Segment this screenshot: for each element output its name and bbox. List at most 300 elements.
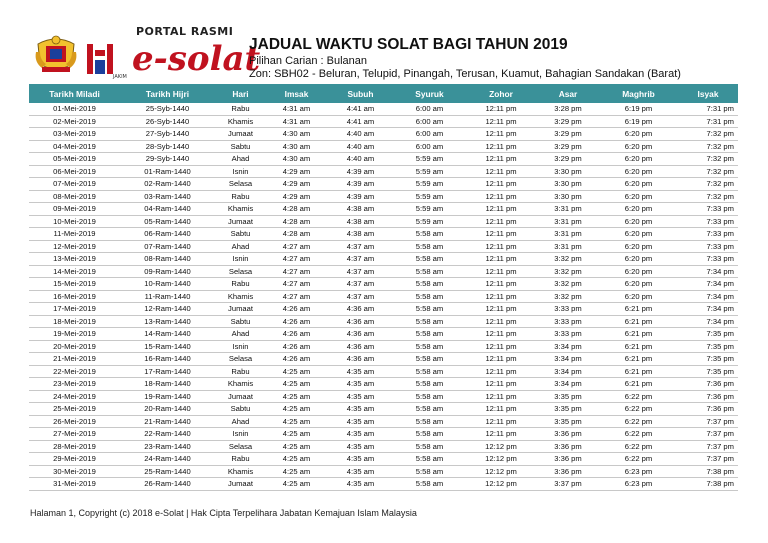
cell-asar: 3:31 pm xyxy=(537,215,599,228)
cell-hari: Isnin xyxy=(215,428,266,441)
cell-imsak: 4:27 am xyxy=(266,290,327,303)
cell-tarikh-hijri: 08-Ram-1440 xyxy=(120,253,215,266)
table-row xyxy=(29,378,738,391)
cell-maghrib: 6:20 pm xyxy=(599,140,678,153)
table-row xyxy=(29,140,738,153)
header-tarikh-miladi: Tarikh Miladi xyxy=(29,84,120,103)
cell-isyak: 7:31 pm xyxy=(678,103,738,115)
cell-subuh: 4:36 am xyxy=(327,303,394,316)
table-row xyxy=(29,128,738,141)
cell-maghrib: 6:20 pm xyxy=(599,178,678,191)
cell-zohor: 12:12 pm xyxy=(465,478,537,491)
zone-label: Zon: SBH02 - Beluran, Telupid, Pinangah, Terusan, Kuamut, Bahagian Sandakan (Barat) xyxy=(249,68,681,80)
cell-maghrib: 6:21 pm xyxy=(599,303,678,316)
cell-asar: 3:31 pm xyxy=(537,203,599,216)
cell-tarikh-hijri: 14-Ram-1440 xyxy=(120,328,215,341)
cell-hari: Selasa xyxy=(215,353,266,366)
cell-tarikh-miladi: 23-Mei-2019 xyxy=(29,378,120,391)
cell-subuh: 4:36 am xyxy=(327,328,394,341)
cell-syuruk: 5:58 am xyxy=(394,365,465,378)
cell-syuruk: 5:58 am xyxy=(394,228,465,241)
cell-tarikh-hijri: 03-Ram-1440 xyxy=(120,190,215,203)
table-row xyxy=(29,115,738,128)
cell-subuh: 4:35 am xyxy=(327,453,394,466)
cell-asar: 3:34 pm xyxy=(537,353,599,366)
cell-hari: Rabu xyxy=(215,103,266,115)
cell-hari: Isnin xyxy=(215,253,266,266)
cell-imsak: 4:27 am xyxy=(266,253,327,266)
cell-imsak: 4:26 am xyxy=(266,303,327,316)
jakim-logo-icon xyxy=(85,40,127,80)
table-row xyxy=(29,365,738,378)
cell-zohor: 12:11 pm xyxy=(465,140,537,153)
cell-syuruk: 5:58 am xyxy=(394,428,465,441)
cell-isyak: 7:34 pm xyxy=(678,290,738,303)
cell-maghrib: 6:20 pm xyxy=(599,153,678,166)
cell-isyak: 7:35 pm xyxy=(678,328,738,341)
cell-syuruk: 5:58 am xyxy=(394,378,465,391)
cell-hari: Sabtu xyxy=(215,140,266,153)
table-row xyxy=(29,203,738,216)
cell-zohor: 12:11 pm xyxy=(465,265,537,278)
cell-syuruk: 5:58 am xyxy=(394,253,465,266)
cell-tarikh-miladi: 26-Mei-2019 xyxy=(29,415,120,428)
cell-asar: 3:34 pm xyxy=(537,365,599,378)
cell-tarikh-miladi: 27-Mei-2019 xyxy=(29,428,120,441)
cell-isyak: 7:37 pm xyxy=(678,453,738,466)
cell-tarikh-miladi: 08-Mei-2019 xyxy=(29,190,120,203)
cell-syuruk: 5:58 am xyxy=(394,240,465,253)
cell-isyak: 7:33 pm xyxy=(678,240,738,253)
svg-text:JAKIM: JAKIM xyxy=(113,74,127,80)
cell-imsak: 4:26 am xyxy=(266,315,327,328)
cell-hari: Khamis xyxy=(215,115,266,128)
cell-subuh: 4:37 am xyxy=(327,265,394,278)
cell-tarikh-miladi: 16-Mei-2019 xyxy=(29,290,120,303)
cell-zohor: 12:11 pm xyxy=(465,340,537,353)
cell-syuruk: 5:58 am xyxy=(394,403,465,416)
cell-maghrib: 6:20 pm xyxy=(599,290,678,303)
cell-tarikh-miladi: 29-Mei-2019 xyxy=(29,453,120,466)
cell-imsak: 4:25 am xyxy=(266,440,327,453)
cell-isyak: 7:37 pm xyxy=(678,428,738,441)
cell-imsak: 4:31 am xyxy=(266,115,327,128)
cell-tarikh-miladi: 25-Mei-2019 xyxy=(29,403,120,416)
cell-asar: 3:33 pm xyxy=(537,328,599,341)
cell-subuh: 4:35 am xyxy=(327,415,394,428)
cell-isyak: 7:37 pm xyxy=(678,415,738,428)
cell-isyak: 7:35 pm xyxy=(678,353,738,366)
cell-subuh: 4:39 am xyxy=(327,165,394,178)
cell-tarikh-hijri: 18-Ram-1440 xyxy=(120,378,215,391)
cell-tarikh-miladi: 19-Mei-2019 xyxy=(29,328,120,341)
cell-maghrib: 6:19 pm xyxy=(599,115,678,128)
table-row xyxy=(29,153,738,166)
esolat-logo: e-solat xyxy=(132,39,261,79)
cell-imsak: 4:28 am xyxy=(266,203,327,216)
table-row xyxy=(29,165,738,178)
cell-maghrib: 6:20 pm xyxy=(599,215,678,228)
cell-zohor: 12:11 pm xyxy=(465,203,537,216)
cell-maghrib: 6:20 pm xyxy=(599,265,678,278)
cell-imsak: 4:29 am xyxy=(266,178,327,191)
cell-syuruk: 5:59 am xyxy=(394,215,465,228)
cell-subuh: 4:35 am xyxy=(327,390,394,403)
cell-subuh: 4:37 am xyxy=(327,240,394,253)
cell-tarikh-miladi: 21-Mei-2019 xyxy=(29,353,120,366)
cell-asar: 3:34 pm xyxy=(537,378,599,391)
cell-syuruk: 5:59 am xyxy=(394,203,465,216)
cell-tarikh-hijri: 02-Ram-1440 xyxy=(120,178,215,191)
cell-isyak: 7:38 pm xyxy=(678,465,738,478)
cell-syuruk: 6:00 am xyxy=(394,115,465,128)
cell-tarikh-miladi: 06-Mei-2019 xyxy=(29,165,120,178)
cell-subuh: 4:35 am xyxy=(327,478,394,491)
cell-zohor: 12:11 pm xyxy=(465,303,537,316)
table-row xyxy=(29,315,738,328)
cell-tarikh-miladi: 20-Mei-2019 xyxy=(29,340,120,353)
cell-zohor: 12:11 pm xyxy=(465,128,537,141)
cell-zohor: 12:11 pm xyxy=(465,390,537,403)
cell-asar: 3:32 pm xyxy=(537,265,599,278)
table-row xyxy=(29,465,738,478)
cell-imsak: 4:25 am xyxy=(266,478,327,491)
cell-imsak: 4:27 am xyxy=(266,278,327,291)
cell-isyak: 7:32 pm xyxy=(678,153,738,166)
cell-tarikh-hijri: 01-Ram-1440 xyxy=(120,165,215,178)
cell-asar: 3:36 pm xyxy=(537,428,599,441)
cell-asar: 3:29 pm xyxy=(537,115,599,128)
cell-hari: Ahad xyxy=(215,328,266,341)
cell-tarikh-hijri: 09-Ram-1440 xyxy=(120,265,215,278)
cell-imsak: 4:30 am xyxy=(266,140,327,153)
cell-maghrib: 6:21 pm xyxy=(599,378,678,391)
header-subuh: Subuh xyxy=(327,84,394,103)
search-mode-label: Pilihan Carian : Bulanan xyxy=(249,55,368,67)
table-row xyxy=(29,290,738,303)
table-row xyxy=(29,440,738,453)
cell-syuruk: 5:59 am xyxy=(394,165,465,178)
cell-imsak: 4:25 am xyxy=(266,415,327,428)
cell-tarikh-hijri: 12-Ram-1440 xyxy=(120,303,215,316)
cell-syuruk: 5:58 am xyxy=(394,290,465,303)
cell-hari: Jumaat xyxy=(215,303,266,316)
cell-asar: 3:30 pm xyxy=(537,190,599,203)
cell-tarikh-hijri: 27-Syb-1440 xyxy=(120,128,215,141)
cell-isyak: 7:34 pm xyxy=(678,303,738,316)
cell-tarikh-miladi: 03-Mei-2019 xyxy=(29,128,120,141)
cell-asar: 3:31 pm xyxy=(537,228,599,241)
cell-asar: 3:30 pm xyxy=(537,178,599,191)
cell-tarikh-miladi: 11-Mei-2019 xyxy=(29,228,120,241)
table-row xyxy=(29,215,738,228)
cell-hari: Ahad xyxy=(215,240,266,253)
cell-isyak: 7:31 pm xyxy=(678,115,738,128)
cell-zohor: 12:11 pm xyxy=(465,365,537,378)
cell-tarikh-miladi: 28-Mei-2019 xyxy=(29,440,120,453)
cell-tarikh-miladi: 04-Mei-2019 xyxy=(29,140,120,153)
cell-zohor: 12:11 pm xyxy=(465,428,537,441)
cell-maghrib: 6:22 pm xyxy=(599,453,678,466)
cell-tarikh-miladi: 17-Mei-2019 xyxy=(29,303,120,316)
table-row xyxy=(29,390,738,403)
cell-tarikh-hijri: 10-Ram-1440 xyxy=(120,278,215,291)
cell-hari: Sabtu xyxy=(215,315,266,328)
cell-tarikh-hijri: 21-Ram-1440 xyxy=(120,415,215,428)
cell-zohor: 12:11 pm xyxy=(465,403,537,416)
cell-tarikh-hijri: 29-Syb-1440 xyxy=(120,153,215,166)
cell-asar: 3:36 pm xyxy=(537,453,599,466)
table-header-row xyxy=(29,84,738,103)
cell-tarikh-hijri: 04-Ram-1440 xyxy=(120,203,215,216)
cell-asar: 3:33 pm xyxy=(537,315,599,328)
cell-hari: Sabtu xyxy=(215,228,266,241)
cell-subuh: 4:35 am xyxy=(327,378,394,391)
malaysia-coat-of-arms-icon xyxy=(34,34,78,74)
cell-syuruk: 6:00 am xyxy=(394,128,465,141)
cell-syuruk: 5:58 am xyxy=(394,328,465,341)
cell-syuruk: 5:58 am xyxy=(394,453,465,466)
cell-subuh: 4:35 am xyxy=(327,428,394,441)
cell-asar: 3:29 pm xyxy=(537,128,599,141)
cell-tarikh-miladi: 22-Mei-2019 xyxy=(29,365,120,378)
cell-imsak: 4:26 am xyxy=(266,353,327,366)
cell-imsak: 4:25 am xyxy=(266,378,327,391)
cell-imsak: 4:29 am xyxy=(266,165,327,178)
table-row xyxy=(29,253,738,266)
cell-syuruk: 6:00 am xyxy=(394,103,465,115)
cell-zohor: 12:11 pm xyxy=(465,115,537,128)
cell-subuh: 4:35 am xyxy=(327,365,394,378)
cell-imsak: 4:25 am xyxy=(266,465,327,478)
cell-tarikh-miladi: 15-Mei-2019 xyxy=(29,278,120,291)
cell-tarikh-hijri: 25-Syb-1440 xyxy=(120,103,215,115)
cell-syuruk: 5:58 am xyxy=(394,315,465,328)
cell-hari: Khamis xyxy=(215,203,266,216)
cell-syuruk: 5:58 am xyxy=(394,340,465,353)
cell-isyak: 7:33 pm xyxy=(678,253,738,266)
cell-asar: 3:36 pm xyxy=(537,440,599,453)
cell-maghrib: 6:23 pm xyxy=(599,478,678,491)
table-row xyxy=(29,178,738,191)
cell-maghrib: 6:20 pm xyxy=(599,190,678,203)
cell-isyak: 7:32 pm xyxy=(678,128,738,141)
cell-subuh: 4:36 am xyxy=(327,353,394,366)
cell-zohor: 12:12 pm xyxy=(465,465,537,478)
cell-asar: 3:32 pm xyxy=(537,278,599,291)
cell-zohor: 12:11 pm xyxy=(465,290,537,303)
cell-imsak: 4:26 am xyxy=(266,328,327,341)
cell-zohor: 12:11 pm xyxy=(465,190,537,203)
cell-imsak: 4:25 am xyxy=(266,390,327,403)
cell-syuruk: 5:58 am xyxy=(394,353,465,366)
cell-isyak: 7:36 pm xyxy=(678,378,738,391)
cell-subuh: 4:37 am xyxy=(327,278,394,291)
cell-imsak: 4:27 am xyxy=(266,265,327,278)
table-row xyxy=(29,303,738,316)
table-row xyxy=(29,190,738,203)
cell-tarikh-miladi: 14-Mei-2019 xyxy=(29,265,120,278)
cell-syuruk: 5:58 am xyxy=(394,265,465,278)
footer-copyright: Halaman 1, Copyright (c) 2018 e-Solat | Hak Cipta Terpelihara Jabatan Kemajuan Islam Malaysia xyxy=(30,508,417,518)
cell-asar: 3:33 pm xyxy=(537,303,599,316)
cell-asar: 3:32 pm xyxy=(537,253,599,266)
cell-hari: Selasa xyxy=(215,178,266,191)
cell-asar: 3:29 pm xyxy=(537,140,599,153)
cell-imsak: 4:31 am xyxy=(266,103,327,115)
cell-maghrib: 6:19 pm xyxy=(599,103,678,115)
cell-imsak: 4:25 am xyxy=(266,365,327,378)
cell-tarikh-hijri: 19-Ram-1440 xyxy=(120,390,215,403)
cell-syuruk: 5:58 am xyxy=(394,390,465,403)
table-row xyxy=(29,228,738,241)
table-row xyxy=(29,403,738,416)
cell-isyak: 7:33 pm xyxy=(678,203,738,216)
cell-isyak: 7:32 pm xyxy=(678,140,738,153)
cell-maghrib: 6:22 pm xyxy=(599,415,678,428)
cell-tarikh-miladi: 09-Mei-2019 xyxy=(29,203,120,216)
table-row xyxy=(29,478,738,491)
cell-subuh: 4:39 am xyxy=(327,178,394,191)
cell-hari: Jumaat xyxy=(215,478,266,491)
cell-zohor: 12:11 pm xyxy=(465,378,537,391)
table-row xyxy=(29,328,738,341)
cell-subuh: 4:36 am xyxy=(327,315,394,328)
cell-hari: Selasa xyxy=(215,265,266,278)
cell-maghrib: 6:22 pm xyxy=(599,428,678,441)
cell-subuh: 4:36 am xyxy=(327,340,394,353)
cell-zohor: 12:11 pm xyxy=(465,215,537,228)
cell-hari: Isnin xyxy=(215,340,266,353)
cell-zohor: 12:11 pm xyxy=(465,178,537,191)
cell-tarikh-miladi: 24-Mei-2019 xyxy=(29,390,120,403)
cell-tarikh-hijri: 06-Ram-1440 xyxy=(120,228,215,241)
cell-maghrib: 6:22 pm xyxy=(599,440,678,453)
cell-subuh: 4:39 am xyxy=(327,190,394,203)
cell-isyak: 7:34 pm xyxy=(678,278,738,291)
cell-isyak: 7:36 pm xyxy=(678,390,738,403)
cell-asar: 3:35 pm xyxy=(537,403,599,416)
cell-hari: Isnin xyxy=(215,165,266,178)
cell-hari: Selasa xyxy=(215,440,266,453)
cell-syuruk: 5:58 am xyxy=(394,440,465,453)
cell-asar: 3:36 pm xyxy=(537,465,599,478)
cell-subuh: 4:37 am xyxy=(327,290,394,303)
cell-zohor: 12:12 pm xyxy=(465,453,537,466)
cell-subuh: 4:37 am xyxy=(327,253,394,266)
cell-maghrib: 6:20 pm xyxy=(599,165,678,178)
table-row xyxy=(29,240,738,253)
cell-subuh: 4:38 am xyxy=(327,215,394,228)
cell-tarikh-hijri: 23-Ram-1440 xyxy=(120,440,215,453)
cell-isyak: 7:36 pm xyxy=(678,403,738,416)
cell-imsak: 4:27 am xyxy=(266,240,327,253)
cell-tarikh-hijri: 11-Ram-1440 xyxy=(120,290,215,303)
cell-hari: Jumaat xyxy=(215,128,266,141)
table-row xyxy=(29,428,738,441)
portal-label: PORTAL RASMI xyxy=(136,25,234,38)
cell-maghrib: 6:20 pm xyxy=(599,203,678,216)
table-row xyxy=(29,353,738,366)
header-zohor: Zohor xyxy=(465,84,537,103)
cell-hari: Khamis xyxy=(215,378,266,391)
cell-maghrib: 6:20 pm xyxy=(599,228,678,241)
cell-maghrib: 6:22 pm xyxy=(599,390,678,403)
cell-imsak: 4:30 am xyxy=(266,128,327,141)
cell-maghrib: 6:21 pm xyxy=(599,353,678,366)
cell-tarikh-miladi: 10-Mei-2019 xyxy=(29,215,120,228)
cell-asar: 3:32 pm xyxy=(537,290,599,303)
table-row xyxy=(29,453,738,466)
cell-isyak: 7:33 pm xyxy=(678,215,738,228)
cell-tarikh-hijri: 28-Syb-1440 xyxy=(120,140,215,153)
table-row xyxy=(29,103,738,115)
cell-asar: 3:34 pm xyxy=(537,340,599,353)
prayer-times-table xyxy=(29,84,738,491)
cell-maghrib: 6:23 pm xyxy=(599,465,678,478)
cell-isyak: 7:32 pm xyxy=(678,165,738,178)
cell-subuh: 4:41 am xyxy=(327,115,394,128)
cell-subuh: 4:41 am xyxy=(327,103,394,115)
header-isyak: Isyak xyxy=(678,84,738,103)
cell-tarikh-hijri: 24-Ram-1440 xyxy=(120,453,215,466)
cell-tarikh-hijri: 17-Ram-1440 xyxy=(120,365,215,378)
cell-subuh: 4:40 am xyxy=(327,128,394,141)
cell-tarikh-miladi: 07-Mei-2019 xyxy=(29,178,120,191)
cell-hari: Ahad xyxy=(215,153,266,166)
cell-tarikh-miladi: 30-Mei-2019 xyxy=(29,465,120,478)
cell-isyak: 7:34 pm xyxy=(678,265,738,278)
header-syuruk: Syuruk xyxy=(394,84,465,103)
cell-maghrib: 6:22 pm xyxy=(599,403,678,416)
cell-isyak: 7:38 pm xyxy=(678,478,738,491)
cell-asar: 3:29 pm xyxy=(537,153,599,166)
cell-zohor: 12:11 pm xyxy=(465,103,537,115)
cell-isyak: 7:32 pm xyxy=(678,178,738,191)
cell-tarikh-miladi: 31-Mei-2019 xyxy=(29,478,120,491)
cell-zohor: 12:11 pm xyxy=(465,328,537,341)
cell-isyak: 7:34 pm xyxy=(678,315,738,328)
cell-hari: Jumaat xyxy=(215,390,266,403)
cell-subuh: 4:35 am xyxy=(327,465,394,478)
cell-zohor: 12:11 pm xyxy=(465,315,537,328)
cell-tarikh-hijri: 15-Ram-1440 xyxy=(120,340,215,353)
cell-tarikh-hijri: 22-Ram-1440 xyxy=(120,428,215,441)
cell-isyak: 7:35 pm xyxy=(678,340,738,353)
cell-isyak: 7:37 pm xyxy=(678,440,738,453)
cell-maghrib: 6:20 pm xyxy=(599,240,678,253)
page-header xyxy=(30,20,750,82)
cell-tarikh-hijri: 07-Ram-1440 xyxy=(120,240,215,253)
cell-asar: 3:30 pm xyxy=(537,165,599,178)
cell-tarikh-miladi: 18-Mei-2019 xyxy=(29,315,120,328)
cell-zohor: 12:11 pm xyxy=(465,253,537,266)
header-tarikh-hijri: Tarikh Hijri xyxy=(120,84,215,103)
cell-syuruk: 5:59 am xyxy=(394,190,465,203)
cell-imsak: 4:26 am xyxy=(266,340,327,353)
cell-zohor: 12:11 pm xyxy=(465,415,537,428)
cell-subuh: 4:40 am xyxy=(327,140,394,153)
cell-asar: 3:35 pm xyxy=(537,415,599,428)
cell-tarikh-miladi: 02-Mei-2019 xyxy=(29,115,120,128)
cell-imsak: 4:25 am xyxy=(266,403,327,416)
table-row xyxy=(29,415,738,428)
cell-asar: 3:35 pm xyxy=(537,390,599,403)
cell-tarikh-hijri: 26-Syb-1440 xyxy=(120,115,215,128)
cell-syuruk: 5:58 am xyxy=(394,278,465,291)
cell-isyak: 7:33 pm xyxy=(678,228,738,241)
cell-hari: Rabu xyxy=(215,190,266,203)
